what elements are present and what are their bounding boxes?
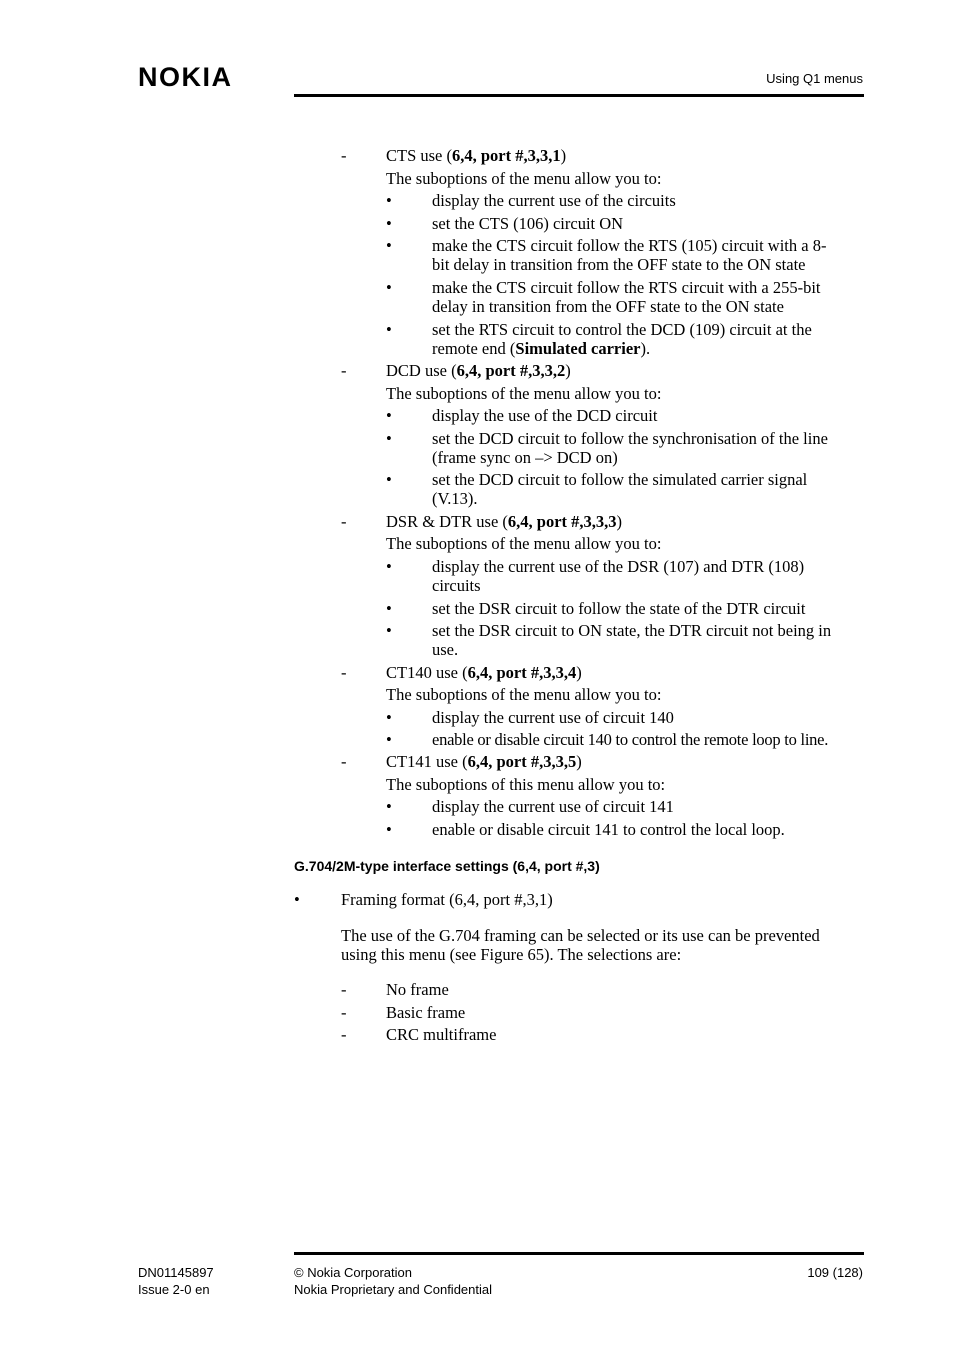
bullet-marker: • — [386, 214, 392, 233]
copyright: © Nokia Corporation — [294, 1265, 412, 1280]
dcd-option-2-line-1: set the DCD circuit to follow the synchronisation of the line — [432, 429, 828, 448]
dcd-option-3-line-1: set the DCD circuit to follow the simulated carrier signal — [432, 470, 808, 489]
framing-option-basic-frame: Basic frame — [386, 1003, 466, 1022]
cts-option-4-line-1: make the CTS circuit follow the RTS circuit with a 255-bit — [432, 278, 821, 297]
dcd-item-title: DCD use (6,4, port #,3,3,2) — [386, 361, 571, 380]
issue-number: Issue 2-0 en — [138, 1282, 210, 1297]
dash-marker: - — [341, 146, 347, 165]
footer-rule — [294, 1252, 864, 1255]
ct141-intro: The suboptions of this menu allow you to: — [386, 775, 666, 794]
framing-option-no-frame: No frame — [386, 980, 449, 999]
ct140-item-title: CT140 use (6,4, port #,3,3,4) — [386, 663, 582, 682]
section-title: Using Q1 menus — [766, 71, 863, 86]
cts-option-5-line-1: set the RTS circuit to control the DCD (109) circuit at the — [432, 320, 812, 339]
dcd-option-2-line-2: (frame sync on –> DCD on) — [432, 448, 618, 467]
dash-marker: - — [341, 1003, 347, 1022]
dash-marker: - — [341, 361, 347, 380]
dash-marker: - — [341, 512, 347, 531]
bullet-marker: • — [386, 621, 392, 640]
ct141-option-1: display the current use of circuit 141 — [432, 797, 674, 816]
ct140-option-2: enable or disable circuit 140 to control the remote loop to line. — [432, 730, 829, 749]
dsr-option-1-line-1: display the current use of the DSR (107) and DTR (108) — [432, 557, 805, 576]
dsr-option-2: set the DSR circuit to follow the state of the DTR circuit — [432, 599, 806, 618]
bullet-marker: • — [386, 191, 392, 210]
g704-paragraph-line-1: The use of the G.704 framing can be selected or its use can be prevented — [341, 926, 820, 945]
bullet-marker: • — [386, 708, 392, 727]
framing-format-item: Framing format (6,4, port #,3,1) — [341, 890, 553, 909]
bullet-marker: • — [386, 599, 392, 618]
dsr-option-1-line-2: circuits — [432, 576, 481, 595]
bullet-marker: • — [386, 320, 392, 339]
ct140-option-1: display the current use of circuit 140 — [432, 708, 674, 727]
bullet-marker: • — [386, 820, 392, 839]
dash-marker: - — [341, 663, 347, 682]
dcd-option-1: display the use of the DCD circuit — [432, 406, 658, 425]
bullet-marker: • — [386, 730, 392, 749]
nokia-logo: NOKIA — [138, 62, 233, 92]
cts-option-2: set the CTS (106) circuit ON — [432, 214, 624, 233]
bullet-marker: • — [386, 406, 392, 425]
dsr-option-3-line-2: use. — [432, 640, 459, 659]
framing-option-crc-multiframe: CRC multiframe — [386, 1025, 497, 1044]
bullet-marker: • — [386, 470, 392, 489]
ct141-option-2: enable or disable circuit 141 to control the local loop. — [432, 820, 785, 839]
cts-option-5-line-2: remote end (Simulated carrier). — [432, 339, 651, 358]
ct141-item-title: CT141 use (6,4, port #,3,3,5) — [386, 752, 582, 771]
dcd-option-3-line-2: (V.13). — [432, 489, 478, 508]
page-number: 109 (128) — [807, 1265, 863, 1280]
dsr-intro: The suboptions of the menu allow you to: — [386, 534, 662, 553]
dsr-option-3-line-1: set the DSR circuit to ON state, the DTR circuit not being in — [432, 621, 832, 640]
bullet-marker: • — [386, 236, 392, 255]
cts-option-3-line-1: make the CTS circuit follow the RTS (105) circuit with a 8- — [432, 236, 827, 255]
header-rule — [294, 94, 864, 97]
bullet-marker: • — [386, 557, 392, 576]
cts-intro: The suboptions of the menu allow you to: — [386, 169, 662, 188]
dash-marker: - — [341, 1025, 347, 1044]
g704-paragraph-line-2: using this menu (see Figure 65). The selections are: — [341, 945, 682, 964]
cts-option-3-line-2: bit delay in transition from the OFF state to the ON state — [432, 255, 806, 274]
bullet-marker: • — [294, 890, 300, 909]
cts-option-4-line-2: delay in transition from the OFF state to the ON state — [432, 297, 784, 316]
cts-option-1: display the current use of the circuits — [432, 191, 676, 210]
dcd-intro: The suboptions of the menu allow you to: — [386, 384, 662, 403]
dash-marker: - — [341, 980, 347, 999]
bullet-marker: • — [386, 278, 392, 297]
dsr-item-title: DSR & DTR use (6,4, port #,3,3,3) — [386, 512, 623, 531]
ct140-intro: The suboptions of the menu allow you to: — [386, 685, 662, 704]
bullet-marker: • — [386, 797, 392, 816]
dash-marker: - — [341, 752, 347, 771]
confidentiality-notice: Nokia Proprietary and Confidential — [294, 1282, 492, 1297]
bullet-marker: • — [386, 429, 392, 448]
cts-item-title: CTS use (6,4, port #,3,3,1) — [386, 146, 567, 165]
document-id: DN01145897 — [138, 1265, 214, 1280]
g704-section-heading: G.704/2M-type interface settings (6,4, port #,3) — [294, 858, 600, 874]
